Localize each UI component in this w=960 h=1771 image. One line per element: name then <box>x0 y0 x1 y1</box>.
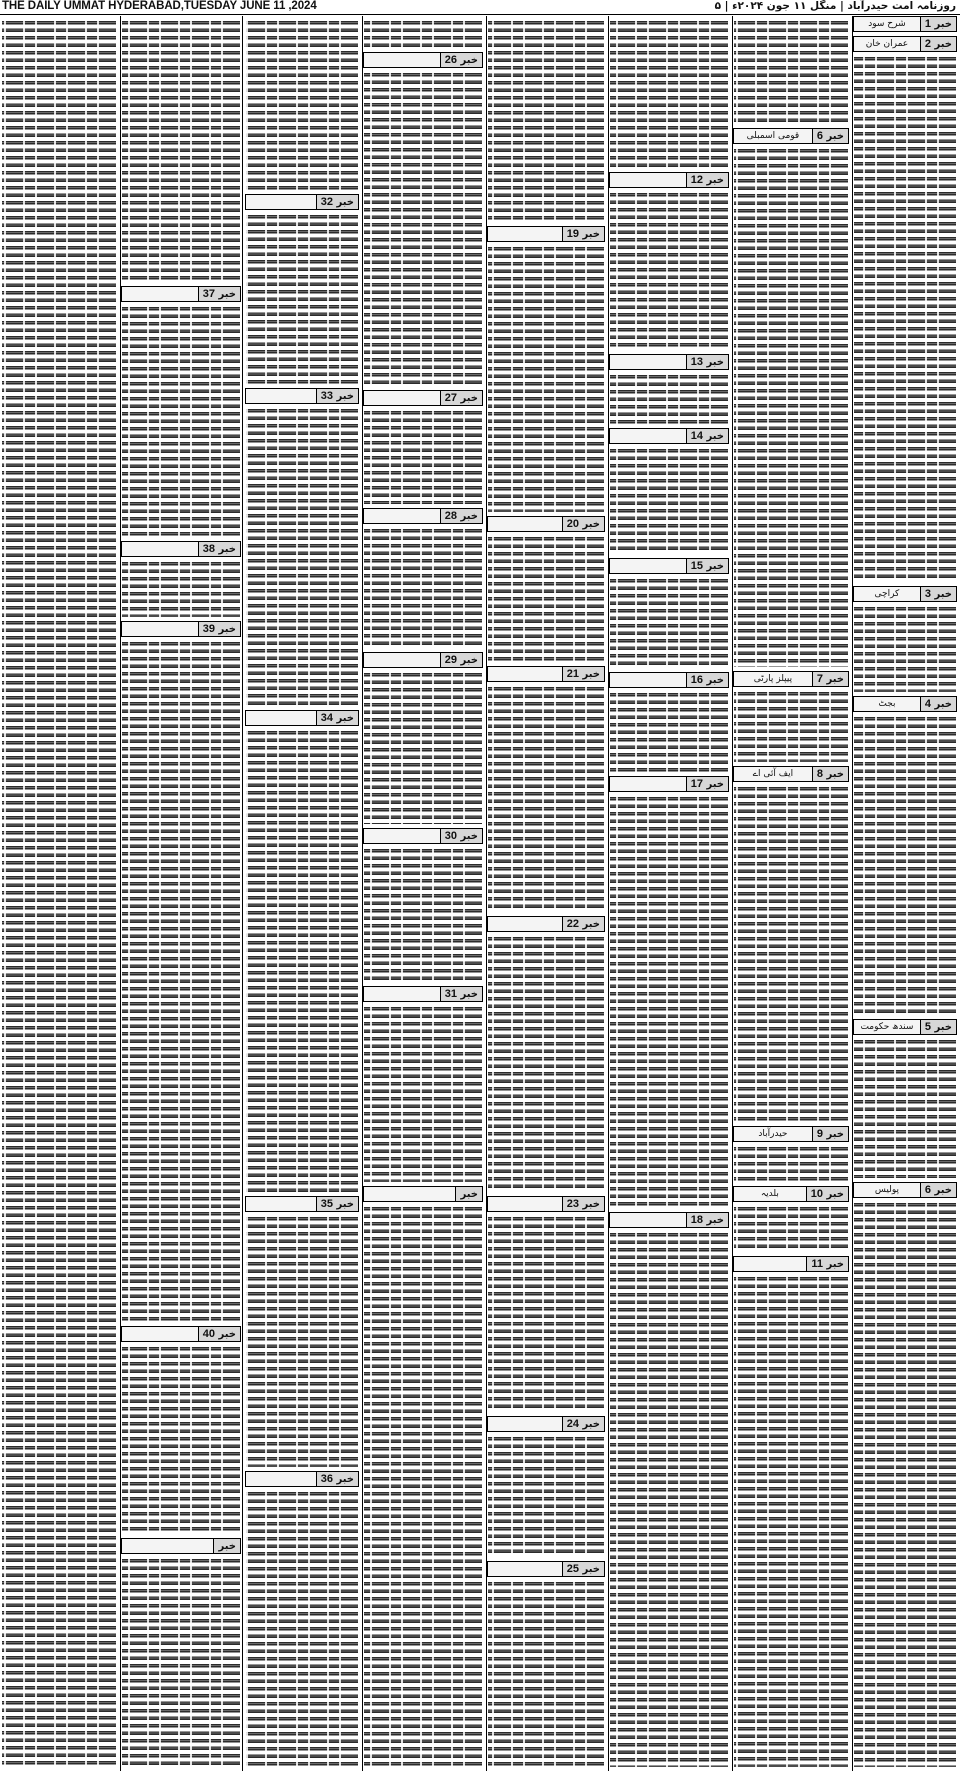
news-column <box>120 16 242 1771</box>
story-header <box>245 1471 359 1487</box>
story-number <box>440 509 482 523</box>
article-text <box>854 715 956 1015</box>
story-number-value: 19 <box>566 228 579 240</box>
story-number-value: 7 <box>816 673 823 685</box>
article-text <box>488 1580 604 1767</box>
story-number-word: خبر <box>215 544 236 555</box>
story-number-word: خبر <box>579 919 600 930</box>
story-number <box>686 173 728 187</box>
story-number-word: خبر <box>218 1541 236 1552</box>
article-text <box>488 245 604 512</box>
story-number-value: 28 <box>444 510 457 522</box>
story-number <box>562 917 604 931</box>
story-number <box>562 1197 604 1211</box>
story-number <box>920 1020 956 1034</box>
story-header <box>853 1019 957 1035</box>
story-number <box>316 389 358 403</box>
story-number-value: 5 <box>924 1021 931 1033</box>
story-number-word: خبر <box>579 1564 600 1575</box>
story-header <box>245 194 359 210</box>
story-number-word: خبر <box>457 655 478 666</box>
story-number <box>316 195 358 209</box>
article-text <box>734 1145 848 1182</box>
story-header <box>121 621 241 637</box>
story-title: بجٹ <box>878 699 896 709</box>
story-number-value: 29 <box>444 654 457 666</box>
story-number-word: خبر <box>457 511 478 522</box>
article-text <box>610 577 728 668</box>
story-number <box>440 53 482 67</box>
article-text <box>246 213 358 384</box>
story-number <box>562 517 604 531</box>
story-number-word: خبر <box>931 1185 952 1196</box>
story-number-word: خبر <box>703 561 724 572</box>
news-column <box>362 16 484 1771</box>
article-text <box>364 1005 482 1182</box>
story-number-value: 14 <box>690 430 703 442</box>
story-number-value: 36 <box>320 1473 333 1485</box>
story-header <box>487 666 605 682</box>
article-text <box>734 19 848 125</box>
story-number-value: 32 <box>320 196 333 208</box>
story-title: عمران خان <box>865 39 909 49</box>
column-rule <box>608 16 609 1771</box>
story-number <box>316 1472 358 1486</box>
news-column <box>0 16 118 1771</box>
news-columns <box>0 16 960 1771</box>
article-text <box>122 19 240 283</box>
column-rule <box>362 16 363 1771</box>
story-number <box>198 622 240 636</box>
story-header <box>245 1196 359 1212</box>
article-text <box>488 935 604 1192</box>
story-number-word: خبر <box>457 55 478 66</box>
story-header <box>245 388 359 404</box>
article-text <box>610 19 728 169</box>
story-number-word: خبر <box>823 1129 844 1140</box>
masthead-bar <box>0 0 960 15</box>
story-title: پیپلز پارٹی <box>753 674 793 684</box>
story-number-word: خبر <box>823 1189 844 1200</box>
story-header <box>363 652 483 668</box>
story-title: سندھ حکومت <box>860 1022 914 1032</box>
column-rule <box>852 16 853 1771</box>
story-number-value: 31 <box>444 988 457 1000</box>
story-number-word: خبر <box>333 713 354 724</box>
story-number <box>455 1187 482 1201</box>
story-header <box>609 172 729 188</box>
story-header <box>121 541 241 557</box>
article-text <box>488 1215 604 1412</box>
story-number-value: 13 <box>690 356 703 368</box>
story-number-value: 23 <box>566 1198 579 1210</box>
article-text <box>488 685 604 912</box>
column-rule <box>732 16 733 1771</box>
story-number-word: خبر <box>703 1215 724 1226</box>
story-number <box>198 542 240 556</box>
column-rule <box>242 16 243 1771</box>
story-number-value: 6 <box>816 130 823 142</box>
story-number-value: 6 <box>924 1184 931 1196</box>
story-number-word: خبر <box>703 357 724 368</box>
news-column <box>852 16 958 1771</box>
story-number-word: خبر <box>579 1199 600 1210</box>
story-header <box>609 672 729 688</box>
story-header <box>487 516 605 532</box>
story-number-word: خبر <box>215 1329 236 1340</box>
story-number <box>686 429 728 443</box>
story-number <box>316 711 358 725</box>
story-number-value: 4 <box>924 698 931 710</box>
story-header <box>733 671 849 687</box>
story-number-word: خبر <box>579 1419 600 1430</box>
story-number-value: 8 <box>816 768 823 780</box>
story-number <box>920 37 956 51</box>
article-text <box>610 795 728 1208</box>
story-number <box>920 1183 956 1197</box>
story-number-word: خبر <box>931 589 952 600</box>
article-text <box>854 605 956 692</box>
story-number <box>920 697 956 711</box>
story-header <box>733 1186 849 1202</box>
article-text <box>610 447 728 554</box>
story-number <box>562 1417 604 1431</box>
story-number <box>812 672 848 686</box>
story-number-value: 17 <box>690 778 703 790</box>
article-text <box>734 1205 848 1252</box>
story-number-value: 21 <box>566 668 579 680</box>
article-text <box>364 671 482 824</box>
story-header <box>487 916 605 932</box>
article-text <box>610 373 728 424</box>
story-number-word: خبر <box>703 175 724 186</box>
story-number-value: 35 <box>320 1198 333 1210</box>
story-number-word: خبر <box>579 669 600 680</box>
story-title: شرح سود <box>868 19 906 29</box>
story-number-value: 1 <box>924 18 931 30</box>
article-text <box>610 691 728 772</box>
story-header <box>609 428 729 444</box>
article-text <box>610 191 728 350</box>
story-header <box>121 286 241 302</box>
story-header <box>609 558 729 574</box>
news-column <box>244 16 360 1771</box>
story-number-value: 25 <box>566 1563 579 1575</box>
article-text <box>488 535 604 662</box>
story-header <box>733 766 849 782</box>
story-header <box>363 986 483 1002</box>
story-number-word: خبر <box>215 624 236 635</box>
article-text <box>488 1435 604 1557</box>
story-number-value: 24 <box>566 1418 579 1430</box>
story-header <box>121 1538 241 1554</box>
article-text <box>734 1275 848 1767</box>
story-number-value: 12 <box>690 174 703 186</box>
story-title: قومی اسمبلی <box>746 131 800 141</box>
story-title: حیدرآباد <box>758 1129 788 1139</box>
story-header <box>487 1416 605 1432</box>
masthead-title-urdu: روزنامہ امت حیدرآباد | منگل ۱۱ جون ۲۰۲۴ء | ۵ <box>714 0 956 12</box>
story-number <box>812 129 848 143</box>
story-number-word: خبر <box>931 699 952 710</box>
article-text <box>734 147 848 667</box>
article-text <box>734 690 848 762</box>
story-header <box>363 52 483 68</box>
story-number-value: 39 <box>202 623 215 635</box>
story-title: ایف آئی اے <box>752 769 794 779</box>
article-text <box>364 19 482 49</box>
article-text <box>122 1557 240 1767</box>
story-number-value: 18 <box>690 1214 703 1226</box>
story-number-word: خبر <box>931 19 952 30</box>
news-column <box>732 16 850 1771</box>
article-text <box>734 785 848 1122</box>
article-text <box>364 1205 482 1767</box>
article-text <box>246 729 358 1192</box>
story-header <box>853 586 957 602</box>
story-header <box>487 1561 605 1577</box>
story-header <box>121 1326 241 1342</box>
story-header <box>733 1256 849 1272</box>
article-text <box>364 409 482 504</box>
story-number <box>440 391 482 405</box>
article-text <box>854 55 956 582</box>
article-text <box>122 305 240 537</box>
story-number <box>806 1187 848 1201</box>
story-number-word: خبر <box>703 779 724 790</box>
story-number <box>686 1213 728 1227</box>
story-number-value: 26 <box>444 54 457 66</box>
story-number-value: 20 <box>566 518 579 530</box>
story-number-word: خبر <box>460 1189 478 1200</box>
story-number-value: 16 <box>690 674 703 686</box>
story-header <box>609 1212 729 1228</box>
story-number <box>920 17 956 31</box>
story-number-word: خبر <box>333 1474 354 1485</box>
story-number-value: 33 <box>320 390 333 402</box>
story-number <box>440 987 482 1001</box>
story-header <box>733 128 849 144</box>
story-number <box>686 355 728 369</box>
article-text <box>246 1215 358 1467</box>
article-text <box>122 1345 240 1534</box>
story-number-word: خبر <box>823 1259 844 1270</box>
news-column <box>608 16 730 1771</box>
article-text <box>854 1201 956 1767</box>
story-header <box>363 1186 483 1202</box>
story-number <box>316 1197 358 1211</box>
story-title: پولیس <box>874 1185 899 1195</box>
story-number-word: خبر <box>215 289 236 300</box>
story-number <box>686 559 728 573</box>
story-number <box>440 829 482 843</box>
story-number-word: خبر <box>823 131 844 142</box>
article-text <box>488 19 604 223</box>
story-number-word: خبر <box>457 831 478 842</box>
article-text <box>246 19 358 191</box>
story-number <box>562 667 604 681</box>
story-number-word: خبر <box>333 197 354 208</box>
story-number-word: خبر <box>457 989 478 1000</box>
story-number <box>213 1539 240 1553</box>
story-header <box>363 508 483 524</box>
news-column <box>486 16 606 1771</box>
column-rule <box>120 16 121 1771</box>
story-header <box>853 36 957 52</box>
story-number <box>198 1327 240 1341</box>
story-number-word: خبر <box>457 393 478 404</box>
story-number-value: 15 <box>690 560 703 572</box>
story-header <box>245 710 359 726</box>
story-header <box>853 16 957 32</box>
story-number-word: خبر <box>823 674 844 685</box>
story-number-value: 22 <box>566 918 579 930</box>
story-number-word: خبر <box>333 391 354 402</box>
article-text <box>364 527 482 648</box>
story-number-word: خبر <box>931 1022 952 1033</box>
story-title: کراچی <box>874 589 900 599</box>
story-number-value: 2 <box>924 38 931 50</box>
article-text <box>364 847 482 982</box>
story-number-word: خبر <box>823 769 844 780</box>
story-header <box>733 1126 849 1142</box>
story-number <box>686 673 728 687</box>
story-header <box>609 776 729 792</box>
story-title: بلدیہ <box>760 1189 779 1199</box>
story-number-word: خبر <box>703 675 724 686</box>
story-number-word: خبر <box>931 39 952 50</box>
story-number-value: 9 <box>816 1128 823 1140</box>
story-number-value: 37 <box>202 288 215 300</box>
article-text <box>246 1490 358 1767</box>
article-text <box>854 1038 956 1178</box>
article-text <box>610 1231 728 1767</box>
article-text <box>2 19 116 1768</box>
story-header <box>363 828 483 844</box>
story-number-value: 40 <box>202 1328 215 1340</box>
story-number-value: 34 <box>320 712 333 724</box>
masthead-title-english: THE DAILY UMMAT HYDERABAD,TUESDAY JUNE 11 ,2024 <box>2 0 317 12</box>
story-header <box>853 1182 957 1198</box>
story-header <box>487 1196 605 1212</box>
story-number <box>812 767 848 781</box>
story-number-word: خبر <box>703 431 724 442</box>
article-text <box>122 560 240 617</box>
story-number-value: 30 <box>444 830 457 842</box>
story-number <box>562 227 604 241</box>
column-rule <box>486 16 487 1771</box>
story-number-value: 3 <box>924 588 931 600</box>
story-header <box>487 226 605 242</box>
story-number-word: خبر <box>579 519 600 530</box>
story-number <box>806 1257 848 1271</box>
story-header <box>853 696 957 712</box>
story-number <box>562 1562 604 1576</box>
story-number <box>812 1127 848 1141</box>
story-number-word: خبر <box>579 229 600 240</box>
story-number-value: 27 <box>444 392 457 404</box>
story-number <box>686 777 728 791</box>
story-header <box>363 390 483 406</box>
story-header <box>609 354 729 370</box>
article-text <box>246 407 358 706</box>
story-number-value: 11 <box>811 1258 823 1270</box>
article-text <box>364 71 482 386</box>
story-number-value: 10 <box>810 1188 823 1200</box>
story-number <box>198 287 240 301</box>
story-number-word: خبر <box>333 1199 354 1210</box>
story-number-value: 38 <box>202 543 215 555</box>
story-number <box>440 653 482 667</box>
story-number <box>920 587 956 601</box>
article-text <box>122 640 240 1322</box>
